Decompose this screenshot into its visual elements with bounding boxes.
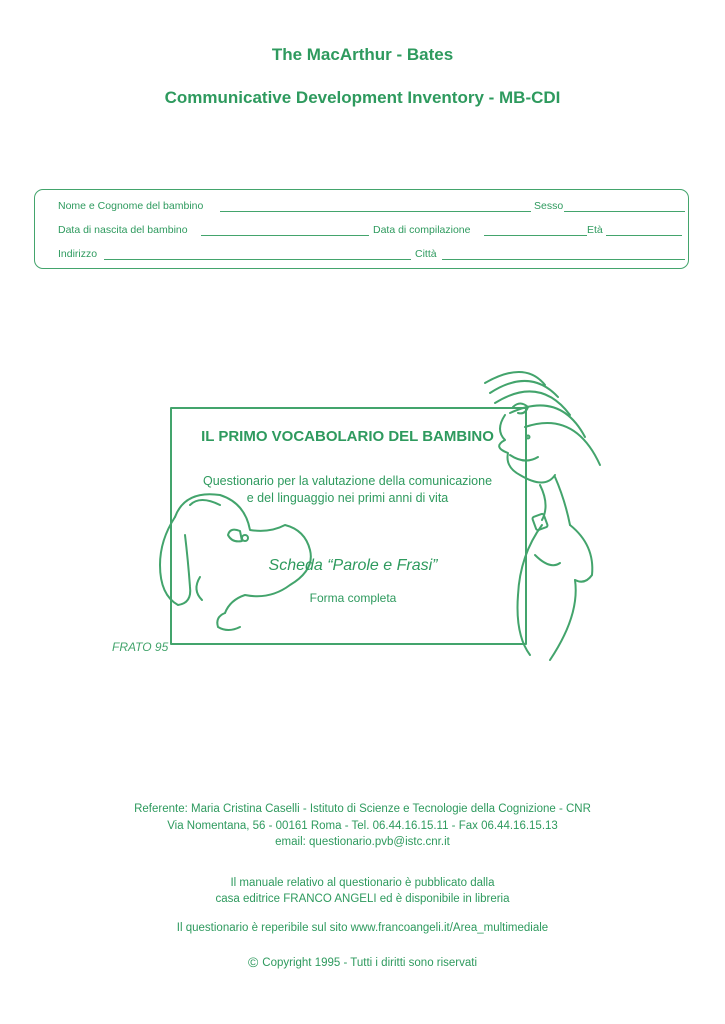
card-heading: IL PRIMO VOCABOLARIO DEL BAMBINO xyxy=(201,428,494,445)
signature: FRATO 95 xyxy=(112,640,169,654)
child-info-form xyxy=(34,189,689,269)
availability-line: Il questionario è reperibile sul sito www.francoangeli.it/Area_multimediale xyxy=(176,922,549,934)
copyright-text: Copyright 1995 - Tutti i diritti sono riservati xyxy=(262,957,478,969)
cover-illustration xyxy=(80,355,640,685)
child-name-label: Nome e Cognome del bambino xyxy=(58,200,204,212)
form-type: Forma completa xyxy=(309,591,397,605)
sex-field[interactable] xyxy=(564,211,685,212)
form-name: Scheda “Parole e Frasi” xyxy=(268,557,438,574)
child-name-field[interactable] xyxy=(220,211,531,212)
age-label: Età xyxy=(587,224,603,236)
age-field[interactable] xyxy=(606,235,682,236)
title-line-1: The MacArthur - Bates xyxy=(271,45,454,64)
sex-label: Sesso xyxy=(534,200,564,212)
manual-line-1: Il manuale relativo al questionario è pubblicato dalla xyxy=(230,877,495,889)
birth-date-label: Data di nascita del bambino xyxy=(58,224,188,236)
contact-line-1: Referente: Maria Cristina Caselli - Istituto di Scienze e Tecnologie della Cognizione - CNR xyxy=(134,803,591,815)
girl-face xyxy=(499,415,555,483)
city-label: Città xyxy=(415,248,437,260)
card-subtitle-line-1: Questionario per la valutazione della comunicazione xyxy=(202,474,493,488)
contact-line-2: Via Nomentana, 56 - 00161 Roma - Tel. 06.44.16.15.11 - Fax 06.44.16.15.13 xyxy=(167,820,558,832)
birth-date-field[interactable] xyxy=(201,235,369,236)
title-line-2: Communicative Development Inventory - MB-CDI xyxy=(164,88,561,107)
manual-line-2: casa editrice FRANCO ANGELI ed è disponibile in libreria xyxy=(215,893,510,905)
copyright-icon: © xyxy=(247,954,259,970)
contact-email[interactable]: email: questionario.pvb@istc.cnr.it xyxy=(275,836,450,848)
address-label: Indirizzo xyxy=(58,248,98,260)
compile-date-field[interactable] xyxy=(484,235,587,236)
card-subtitle-line-2: e del linguaggio nei primi anni di vita xyxy=(246,491,449,505)
address-field[interactable] xyxy=(104,259,411,260)
compile-date-label: Data di compilazione xyxy=(373,224,471,236)
city-field[interactable] xyxy=(442,259,685,260)
copyright-line xyxy=(0,954,725,970)
